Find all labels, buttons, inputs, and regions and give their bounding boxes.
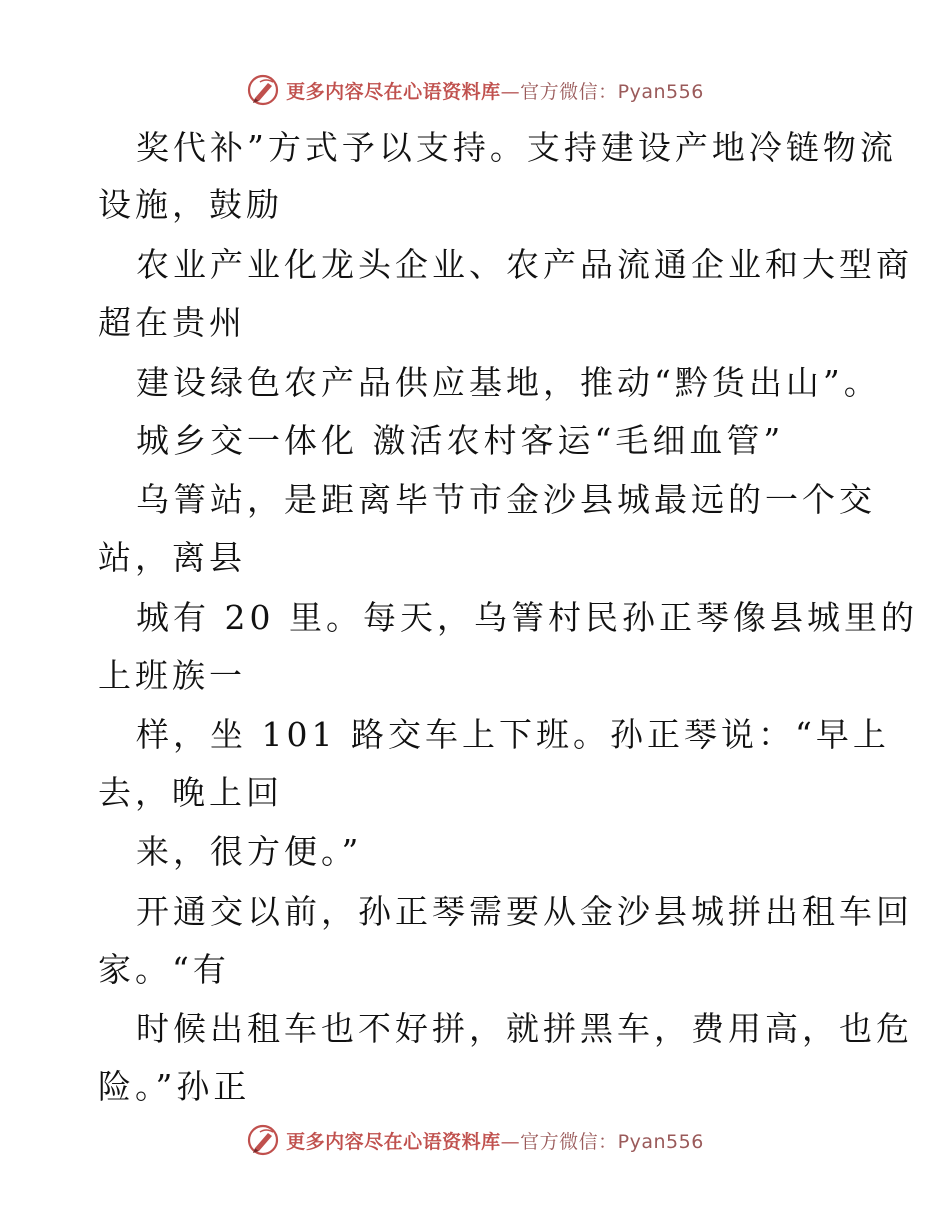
body-line: 城乡交一体化 激活农村客运“毛细血管” xyxy=(136,421,785,460)
header-site-text: 更多内容尽在心语资料库 xyxy=(286,80,501,103)
body-line: 奖代补”方式予以支持。支持建设产地冷链物流 xyxy=(136,128,897,167)
body-line: 时候出租车也不好拼，就拼黑车，费用高，也危 xyxy=(136,1009,913,1048)
header-text xyxy=(286,77,704,104)
footer-site-text: 更多内容尽在心语资料库 xyxy=(286,1130,501,1153)
body-line: 来，很方便。” xyxy=(136,832,363,871)
body-line: 乌箐站，是距离毕节市金沙县城最远的一个交 xyxy=(136,480,876,519)
header-dash: — xyxy=(500,80,521,103)
footer-banner xyxy=(0,1120,950,1160)
body-line: 上班族一 xyxy=(98,656,246,695)
body-line: 去，晚上回 xyxy=(98,773,283,812)
footer-contact-text: 官方微信：Pyan556 xyxy=(520,1130,704,1153)
footer-text xyxy=(286,1127,704,1154)
header-banner xyxy=(0,70,950,110)
header-contact-text: 官方微信：Pyan556 xyxy=(520,80,704,103)
body-line: 城有 20 里。每天，乌箐村民孙正琴像县城里的 xyxy=(136,598,918,637)
body-line: 建设绿色农产品供应基地，推动“黔货出山”。 xyxy=(136,363,881,402)
body-line: 险。”孙正 xyxy=(98,1067,251,1106)
body-line: 站，离县 xyxy=(98,538,246,577)
body-line: 样，坐 101 路交车上下班。孙正琴说：“早上 xyxy=(136,715,890,754)
body-line: 设施，鼓励 xyxy=(98,185,283,224)
body-line: 超在贵州 xyxy=(98,303,246,342)
body-line: 农业产业化龙头企业、农产品流通企业和大型商 xyxy=(136,245,913,284)
pen-logo-icon xyxy=(246,73,280,107)
body-line: 家。“有 xyxy=(98,950,230,989)
pen-logo-icon xyxy=(246,1123,280,1157)
footer-dash: — xyxy=(500,1130,521,1153)
body-line: 开通交以前，孙正琴需要从金沙县城拼出租车回 xyxy=(136,892,913,931)
